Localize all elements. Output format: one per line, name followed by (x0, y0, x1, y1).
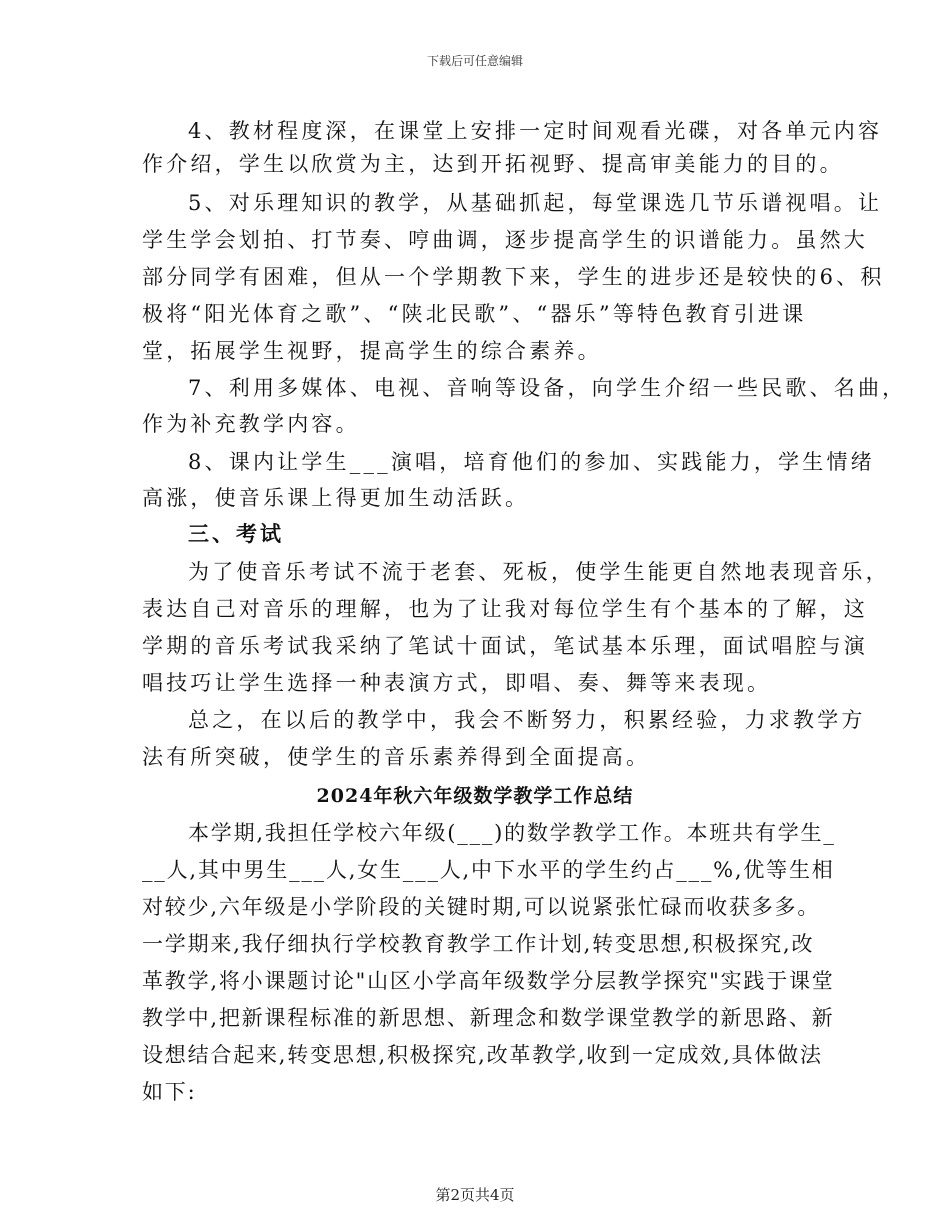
paragraph-line: 对较少,六年级是小学阶段的关键时期,可以说紧张忙碌而收获多多。 (142, 895, 821, 919)
paragraph-line: 5、对乐理知识的教学，从基础抓起，每堂课选几节乐谱视唱。让 (188, 191, 883, 215)
paragraph-line: 高涨，使音乐课上得更加生动活跃。 (142, 486, 530, 510)
paragraph-line: 为了使音乐考试不流于老套、死板，使学生能更自然地表现音乐， (188, 560, 890, 584)
paragraph-line: 设想结合起来,转变思想,积极探究,改革教学,收到一定成效,具体做法 (142, 1043, 823, 1067)
paragraph-line: 4、教材程度深，在课堂上安排一定时间观看光碟，对各单元内容 (188, 119, 883, 143)
paragraph-line: 如下: (142, 1080, 197, 1104)
paragraph-line: 极将“阳光体育之歌”、“陕北民歌”、“器乐”等特色教育引进课 (142, 302, 807, 326)
paragraph-line: 唱技巧让学生选择一种表演方式，即唱、奏、舞等来表现。 (142, 671, 772, 695)
paragraph-line: 教学中,把新课程标准的新思想、新理念和数学课堂教学的新思路、新 (142, 1006, 835, 1030)
paragraph-line: 学生学会划拍、打节奏、哼曲调，逐步提高学生的识谱能力。虽然大 (142, 228, 868, 252)
paragraph-line: 一学期来,我仔细执行学校教育教学工作计划,转变思想,积极探究,改 (142, 932, 815, 956)
paragraph-line: 表达自己对音乐的理解，也为了让我对每位学生有个基本的了解，这 (142, 597, 868, 621)
paragraph-line: __人,其中男生___人,女生___人,中下水平的学生约占___%,优等生相 (142, 858, 835, 882)
paragraph-line: 学期的音乐考试我采纳了笔试十面试，笔试基本乐理，面试唱腔与演 (142, 634, 868, 658)
page-header: 下载后可任意编辑 (426, 54, 523, 68)
paragraph-line: 作为补充教学内容。 (142, 412, 360, 436)
section-heading: 三、考试 (188, 521, 284, 546)
paragraph-line: 8、课内让学生___演唱，培育他们的参加、实践能力，学生情绪 (188, 450, 875, 474)
page-footer: 第2页共4页 (435, 1186, 515, 1204)
paragraph-line: 革教学,将小课题讨论"山区小学高年级数学分层教学探究"实践于课堂 (142, 969, 835, 993)
paragraph-line: 作介绍，学生以欣赏为主，达到开拓视野、提高审美能力的目的。 (142, 152, 844, 176)
document-title: 2024年秋六年级数学教学工作总结 (316, 785, 634, 807)
paragraph-line: 本学期,我担任学校六年级(___)的数学教学工作。本班共有学生_ (188, 821, 836, 845)
paragraph-line: 总之，在以后的教学中，我会不断努力，积累经验，力求教学方 (188, 708, 866, 732)
paragraph-line: 堂，拓展学生视野，提高学生的综合素养。 (142, 339, 602, 363)
paragraph-line: 法有所突破，使学生的音乐素养得到全面提高。 (142, 745, 651, 769)
paragraph-line: 部分同学有困难，但从一个学期教下来，学生的进步还是较快的6、积 (142, 265, 885, 289)
paragraph-line: 7、利用多媒体、电视、音响等设备，向学生介绍一些民歌、名曲， (188, 376, 907, 400)
